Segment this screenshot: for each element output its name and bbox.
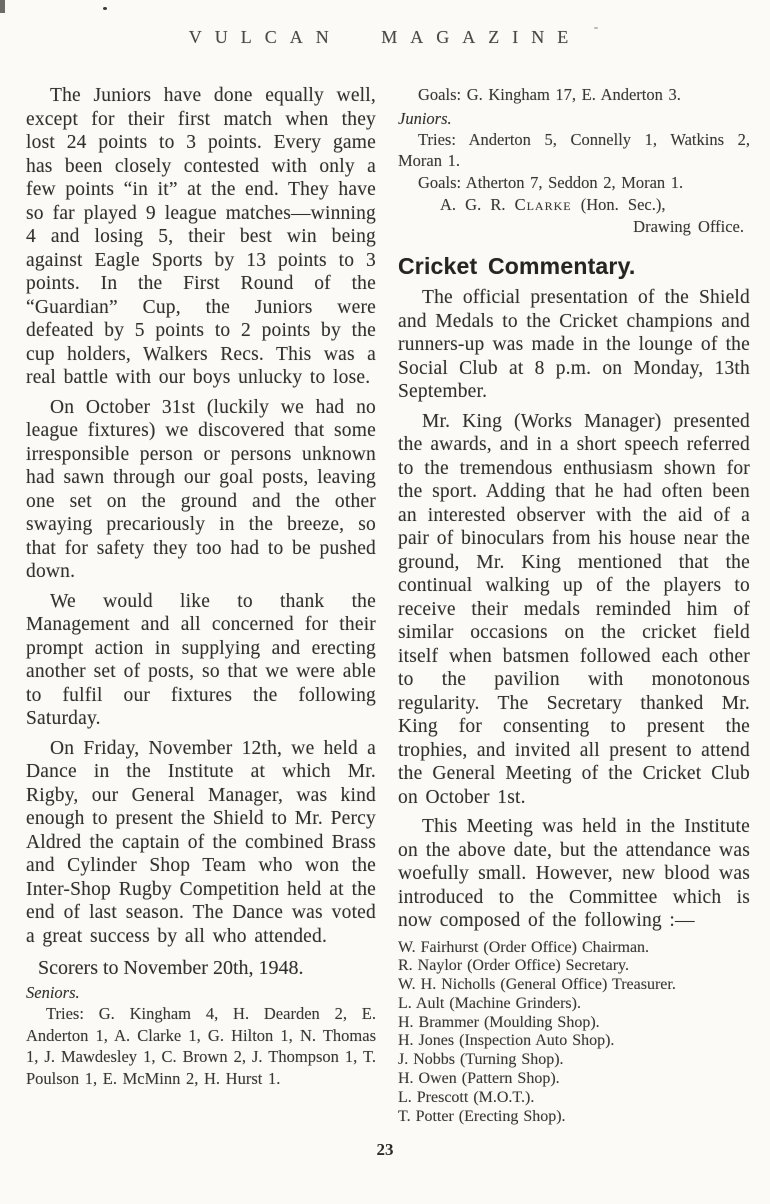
juniors-goals-list: Goals: Atherton 7, Seddon 2, Moran 1.: [418, 172, 684, 192]
page-number: 23: [376, 1140, 394, 1159]
committee-member: W. Fairhurst (Order Office) Chairman.: [398, 938, 650, 956]
signature-name: Clarke: [514, 195, 572, 214]
general-meeting-paragraph: This Meeting was held in the Institute on the above date, but the attendance was woefully small. However, new blood was introduced to the Committee which is now composed of the following :—: [398, 816, 750, 931]
committee-member: W. H. Nicholls (General Office) Treasurer.: [398, 976, 676, 994]
cricket-commentary-heading: Cricket Commentary.: [398, 253, 636, 279]
right-column: [398, 84, 750, 1126]
magazine-title: VULCAN MAGAZINE: [188, 27, 582, 47]
mr-king-speech-paragraph: Mr. King (Works Manager) presented the awards, and in a short speech referred to the tremendous enthusiasm shown for the sport. Adding that he had often been an interested observer with the aid of a pair of binoculars from his house near the ground, Mr. King mentioned that the continual walking up of the players to receive their medals reminded him of similar occasions on the cricket field itself when batsmen followed each other to the pavilion with monotonous regularity. The Secretary thanked Mr. King for consenting to present the trophies, and invited all present to attend the General Meeting of the Cricket Club on October 1st.: [398, 410, 750, 808]
presentation-paragraph: The official presentation of the Shield and Medals to the Cricket champions and runners-up was made in the lounge of the Social Club at 8 p.m. on Monday, 13th September.: [398, 287, 750, 402]
dance-paragraph: On Friday, November 12th, we held a Dance in the Institute at which Mr. Rigby, our General Manager, was kind enough to present the Shield to Mr. Percy Aldred the captain of the combined Brass and Cylinder Shop Team who won the Inter-Shop Rugby Competition held at the end of last season. The Dance was voted a great success by all who attended.: [26, 737, 376, 947]
committee-member: H. Brammer (Moulding Shop).: [398, 1013, 600, 1031]
signature-prefix: A. G. R.: [440, 195, 515, 214]
committee-member: H. Jones (Inspection Auto Shop).: [398, 1032, 615, 1050]
committee-list: [398, 939, 750, 1127]
juniors-tries-list: Tries: Anderton 5, Connelly 1, Watkins 2, Moran 1.: [398, 129, 750, 170]
committee-member: H. Owen (Pattern Shop).: [398, 1070, 560, 1088]
secretary-signature: [398, 194, 750, 216]
committee-member: R. Naylor (Order Office) Secretary.: [398, 957, 630, 975]
seniors-label: Seniors.: [26, 983, 80, 1002]
signature-suffix: (Hon. Sec.),: [571, 195, 666, 214]
scan-speck: [103, 7, 107, 10]
juniors-report-paragraph: The Juniors have done equally well, except for their first match when they lost 24 points to 3 points. Every game has been closely contested with only a few points “in it” at the end. They have so far played 9 league matches—winning 4 and losing 5, their best win being against Eagle Sports by 13 points to 3 points. In the First Round of the “Guardian” Cup, the Juniors were defeated by 5 points to 2 points by the cup holders, Walkers Recs. This was a real battle with our boys unlucky to lose.: [26, 85, 376, 388]
committee-member: L. Ault (Machine Grinders).: [398, 994, 581, 1012]
seniors-tries-list: Tries: G. Kingham 4, H. Dearden 2, E. Anderton 1, A. Clarke 1, G. Hilton 1, N. Thomas 1, J. Mawdesley 1, C. Brown 2, J. Thompson 1, T. Poulson 1, E. McMinn 2, H. Hurst 1.: [26, 1004, 376, 1088]
signature-office: Drawing Office.: [633, 216, 744, 236]
left-column: [26, 84, 376, 1126]
scan-speck: [594, 27, 598, 29]
committee-member: J. Nobbs (Turning Shop).: [398, 1051, 564, 1069]
scorers-heading: Scorers to November 20th, 1948.: [38, 957, 304, 979]
scan-edge-mark: [0, 0, 5, 13]
committee-member: T. Potter (Erecting Shop).: [398, 1107, 566, 1125]
goalposts-sabotage-paragraph: On October 31st (luckily we had no league fixtures) we discovered that some irresponsible person or persons unknown had sawn through our goal posts, leaving one set on the ground and the other swaying precariously in the breeze, so that for safety they too had to be pushed down.: [26, 396, 376, 582]
seniors-goals-list: Goals: G. Kingham 17, E. Anderton 3.: [418, 85, 681, 104]
juniors-label: Juniors.: [398, 108, 452, 128]
management-thanks-paragraph: We would like to thank the Management and all concerned for their prompt action in supplying and erecting another set of posts, so that we were able to fulfil our fixtures the following Saturday.: [26, 590, 376, 729]
two-column-layout: [0, 84, 770, 1126]
committee-member: L. Prescott (M.O.T.).: [398, 1088, 535, 1106]
